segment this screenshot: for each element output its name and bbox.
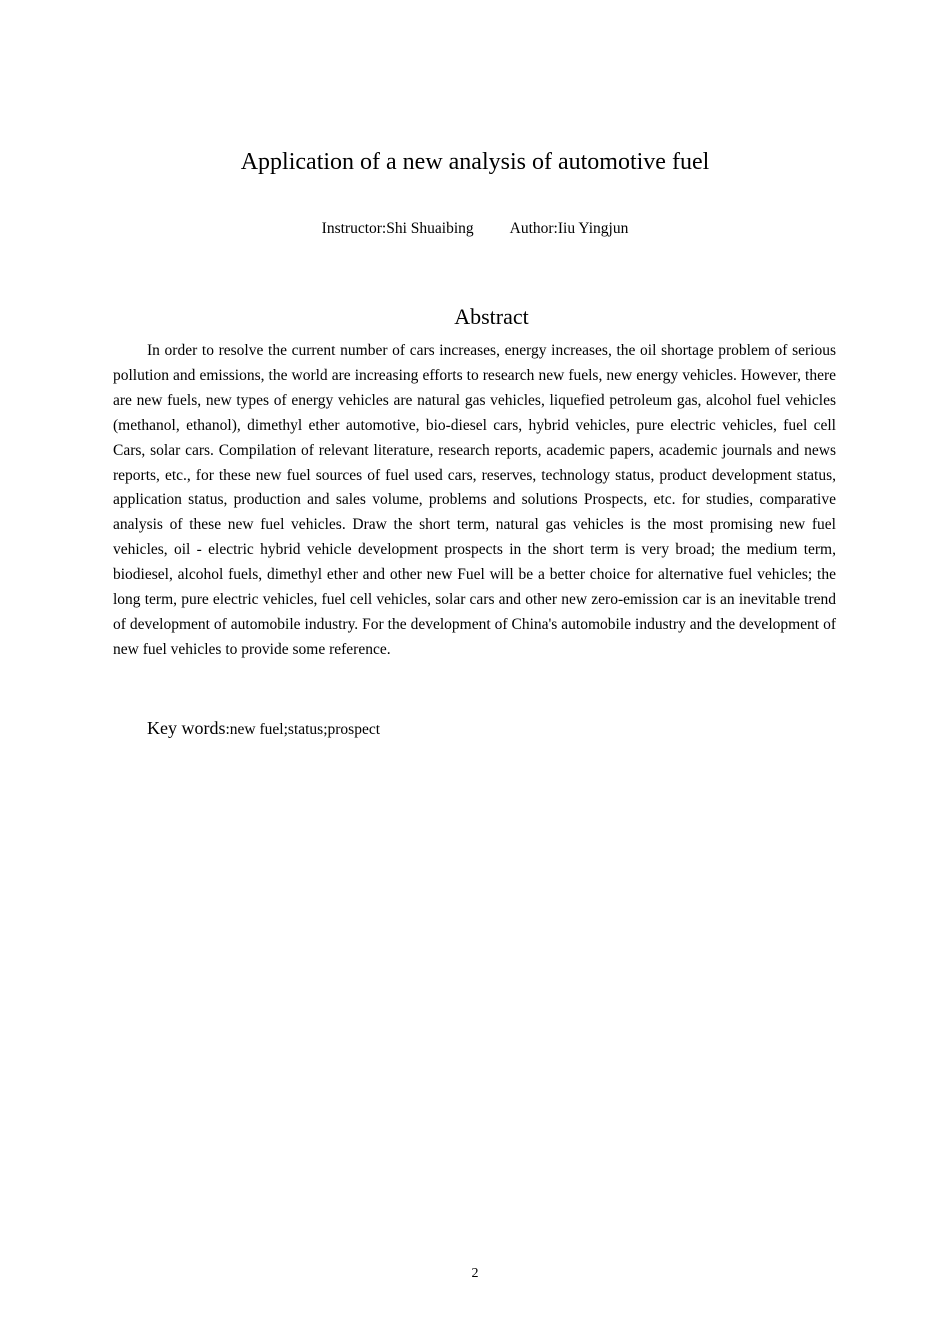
- author-name: Author:Iiu Yingjun: [509, 220, 629, 237]
- page-title: Application of a new analysis of automotive fuel: [240, 149, 710, 175]
- byline: [0, 219, 950, 239]
- keywords-label: Key words: [147, 718, 226, 738]
- keywords-line: [147, 715, 847, 743]
- abstract-body: In order to resolve the current number of cars increases, energy increases, the oil shortage problem of serious pollution and emissions, the world are increasing efforts to research new fuels, new energy vehicles. However, there are new fuels, new types of energy vehicles are natural gas vehicles, liquefied petroleum gas, alcohol fuel vehicles (methanol, ethanol), dimethyl ether automotive, bio-diesel cars, hybrid vehicles, pure electric vehicles, fuel cell Cars, solar cars. Compilation of relevant literature, research reports, academic papers, academic journals and news reports, etc., for these new fuel sources of fuel used cars, reserves, technology status, product development status, application status, production and sales volume, problems and solutions Prospects, etc. for studies, comparative analysis of these new fuel vehicles. Draw the short term, natural gas vehicles is the most promising new fuel vehicles, oil - electric hybrid vehicle development prospects in the short term is very broad; the medium term, biodiesel, alcohol fuels, dimethyl ether and other new Fuel will be a better choice for alternative fuel vehicles; the long term, pure electric vehicles, fuel cell vehicles, solar cars and other new zero-emission car is an inevitable trend of development of automobile industry. For the development of China's automobile industry and the development of new fuel vehicles to provide some reference.: [113, 342, 836, 658]
- instructor-name: Instructor:Shi Shuaibing: [321, 220, 474, 237]
- abstract-heading: Abstract: [454, 304, 529, 329]
- page-number: 2: [471, 1266, 479, 1281]
- keywords-value: :new fuel;status;prospect: [225, 721, 381, 738]
